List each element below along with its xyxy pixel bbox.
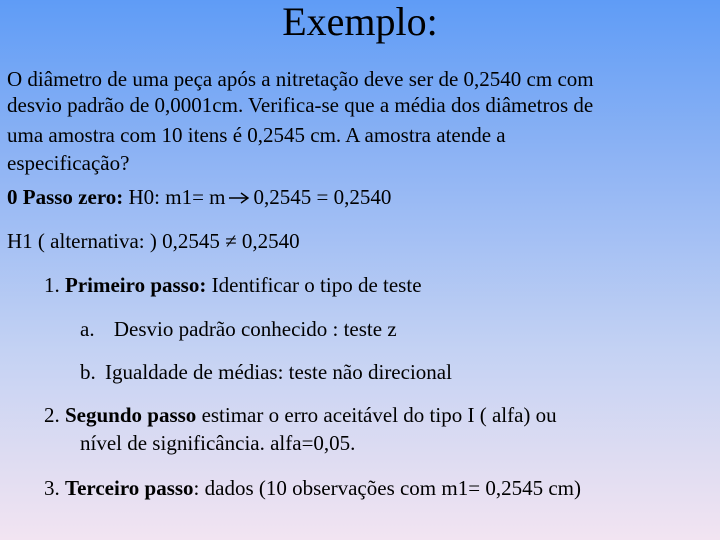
step2-number: 2. xyxy=(44,403,60,427)
step2-label: Segundo passo xyxy=(65,403,197,427)
h0-text: H0: m1= m xyxy=(128,185,226,209)
right-arrow-icon xyxy=(228,191,250,205)
intro-line-4: especificação? xyxy=(7,151,130,175)
step1-line xyxy=(44,272,422,298)
step3-label: Terceiro passo xyxy=(65,476,194,500)
intro-line-1: O diâmetro de uma peça após a nitretação deve ser de 0,2540 cm com xyxy=(7,67,594,91)
slide-title: Exemplo: xyxy=(282,0,438,44)
item-text: Igualdade de médias: teste não direcional xyxy=(105,360,452,384)
item-marker: a. xyxy=(80,317,95,341)
intro-line-3: uma amostra com 10 itens é 0,2545 cm. A amostra atende a xyxy=(7,123,506,147)
step1-item-a xyxy=(80,316,397,342)
step2-text: estimar o erro aceitável do tipo I ( alfa) ou xyxy=(201,403,557,427)
step1-text: Identificar o tipo de teste xyxy=(211,273,422,297)
item-text: Desvio padrão conhecido : teste z xyxy=(113,317,397,341)
step3-number: 3. xyxy=(44,476,60,500)
step2-line-2: nível de significância. alfa=0,05. xyxy=(80,431,356,455)
step2-line-1 xyxy=(44,402,557,428)
step1-item-b xyxy=(80,359,452,385)
item-marker: b. xyxy=(80,360,96,384)
h1-line: H1 ( alternativa: ) 0,2545 ≠ 0,2540 xyxy=(7,229,300,253)
h0-comparison: 0,2545 = 0,2540 xyxy=(253,185,392,209)
step0-line xyxy=(7,184,391,210)
step3-line xyxy=(44,475,581,501)
step1-number: 1. xyxy=(44,273,60,297)
step3-text: : dados (10 observações com m1= 0,2545 cm) xyxy=(193,476,581,500)
intro-line-2: desvio padrão de 0,0001cm. Verifica-se que a média dos diâmetros de xyxy=(7,93,594,117)
step1-label: Primeiro passo: xyxy=(65,273,207,297)
step0-label: 0 Passo zero: xyxy=(7,185,124,209)
